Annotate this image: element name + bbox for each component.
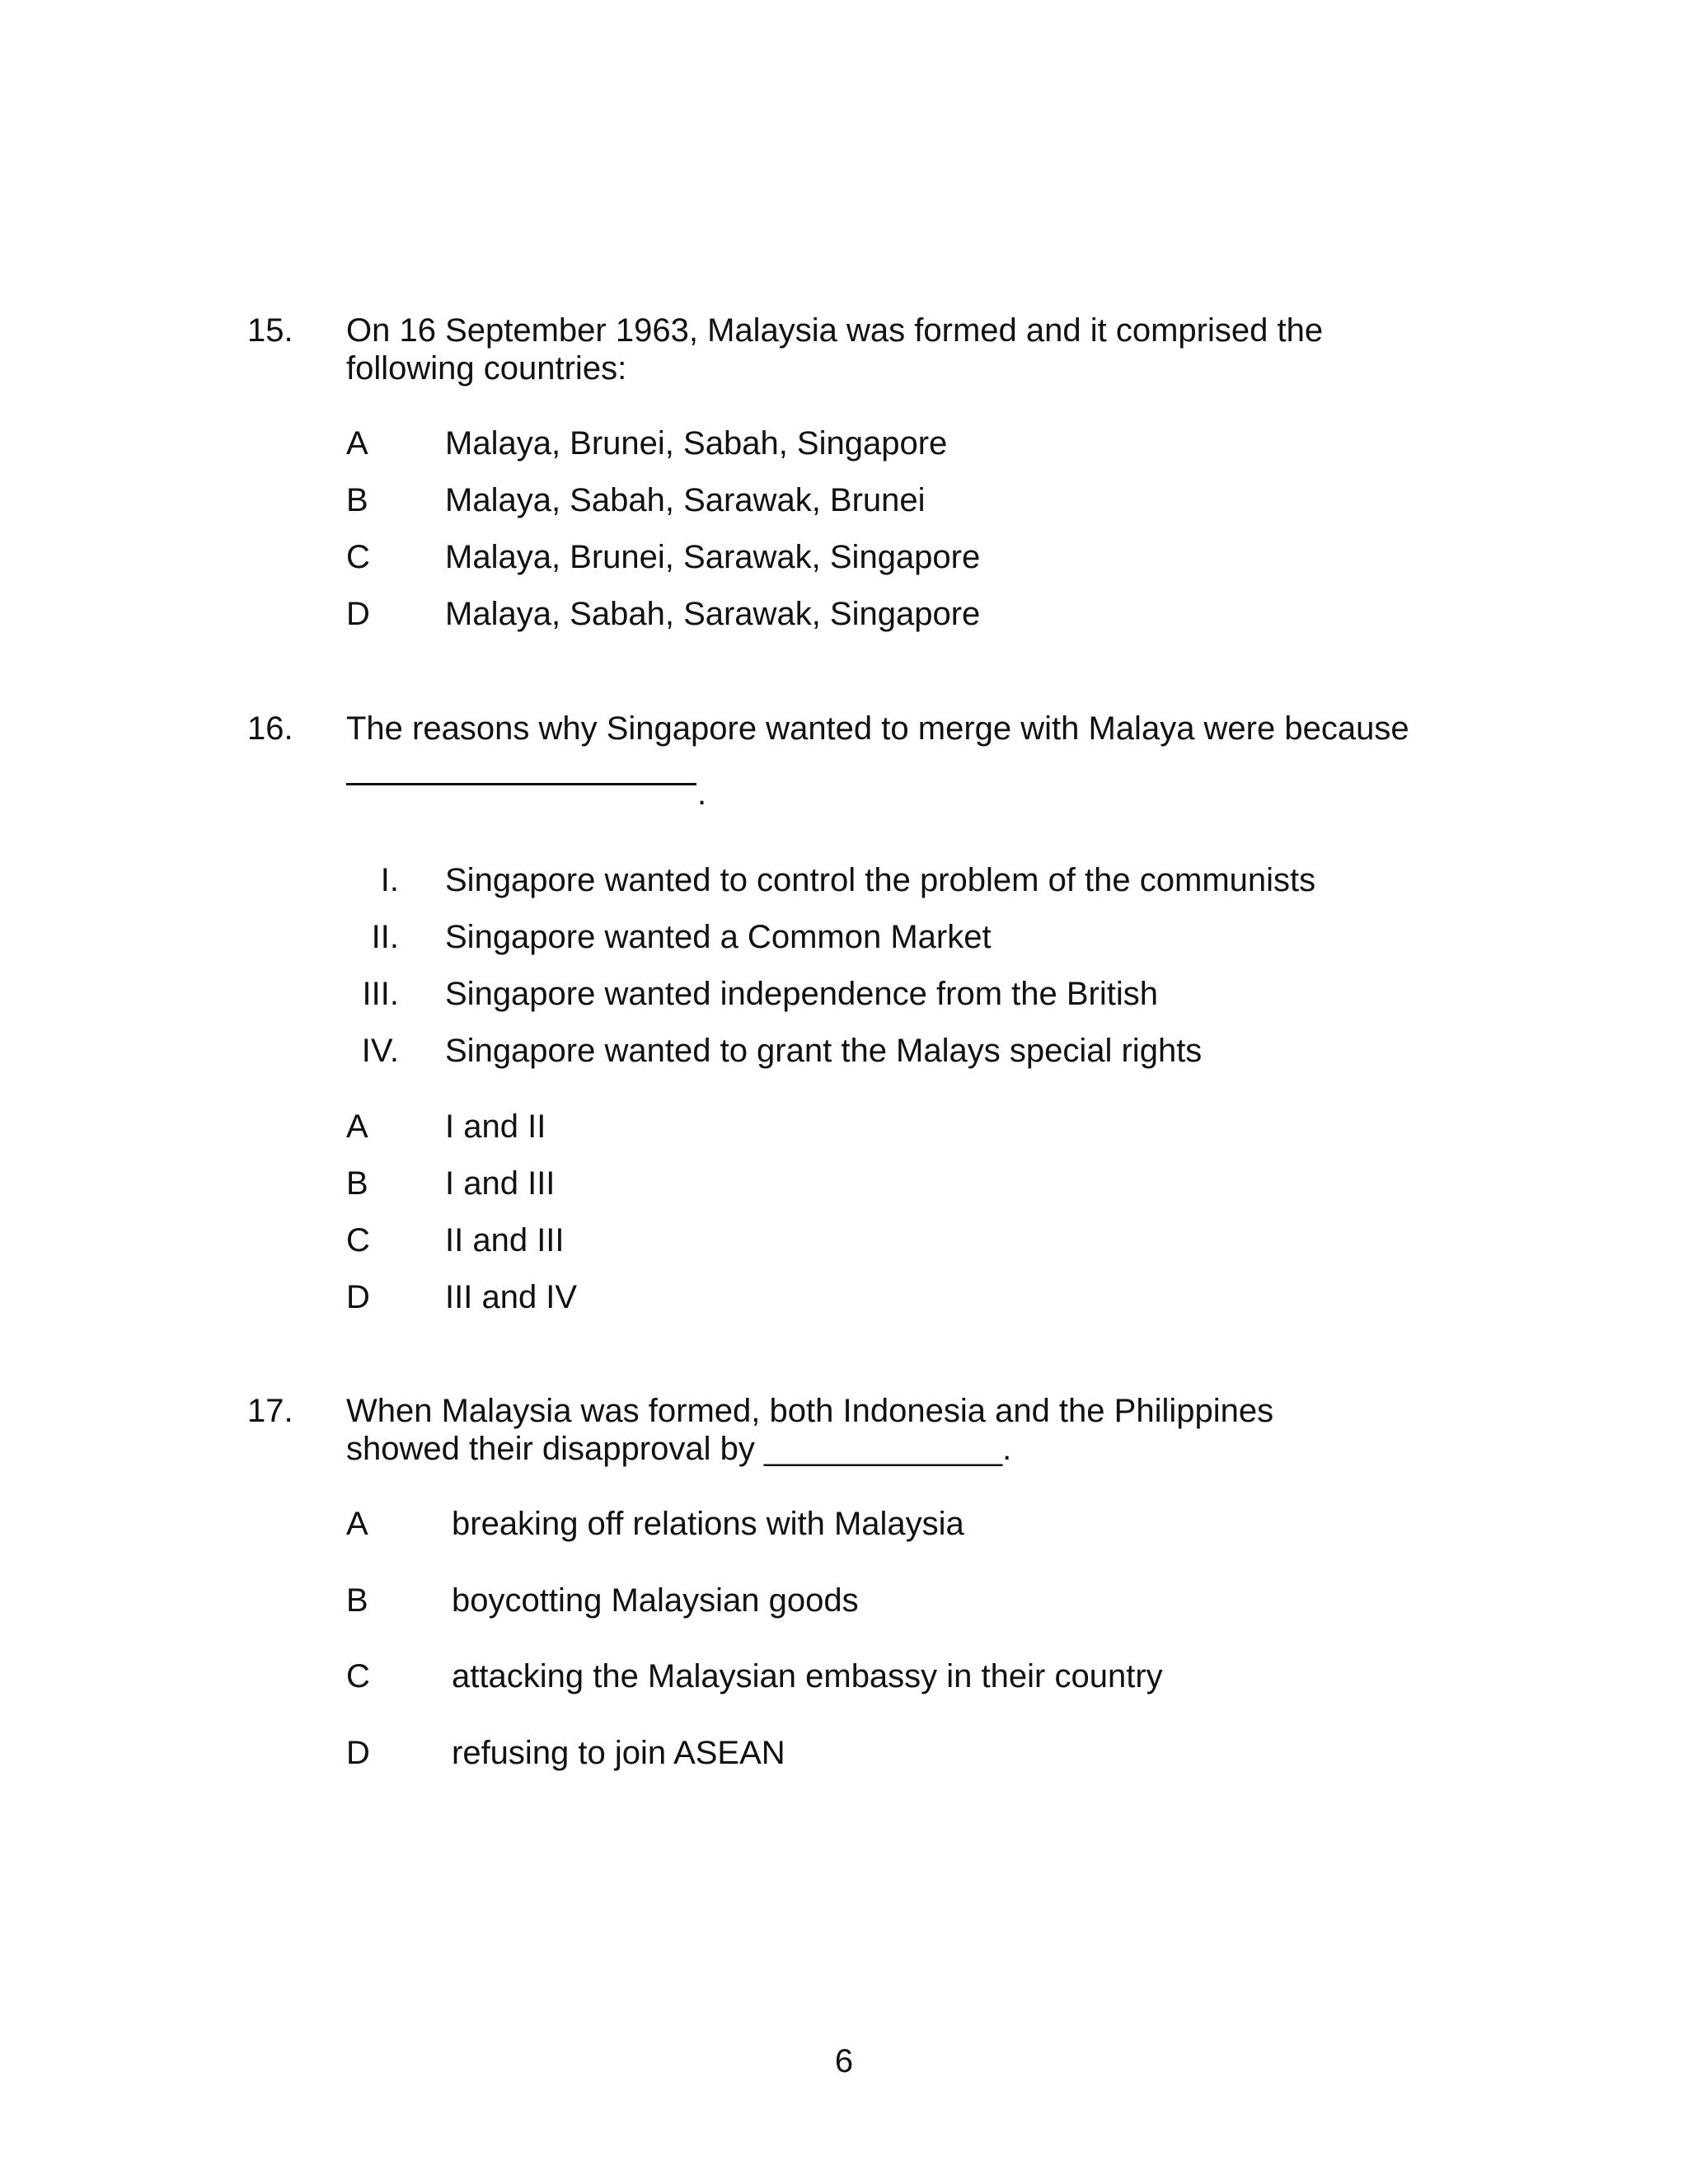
option-text: Malaya, Brunei, Sabah, Singapore [445,425,948,462]
question-number: 15. [247,312,293,349]
option-letter: A [346,425,368,462]
statement-text: Singapore wanted to control the problem of the communists [445,862,1316,898]
statement-numeral: I. [380,862,399,898]
option-text: I and II [445,1108,546,1145]
answer-blank [346,783,696,785]
question-stem-line: showed their disapproval by _____________. [346,1431,1012,1467]
option-text: Malaya, Sabah, Sarawak, Singapore [445,596,981,632]
option-text: refusing to join ASEAN [452,1735,785,1771]
statement-text: Singapore wanted independence from the British [445,976,1158,1012]
option-letter: D [346,1279,370,1315]
option-letter: D [346,596,370,632]
question-stem-line: following countries: [346,350,627,387]
statement-numeral: IV. [361,1033,399,1069]
page-number: 6 [834,2043,854,2079]
option-letter: A [346,1108,368,1145]
answer-blank-period: . [697,776,707,812]
option-text: boycotting Malaysian goods [452,1582,859,1619]
option-text: Malaya, Brunei, Sarawak, Singapore [445,539,981,575]
question-stem-line: On 16 September 1963, Malaysia was formed and it comprised the [346,312,1324,349]
option-text: breaking off relations with Malaysia [452,1506,964,1542]
question-stem-line: The reasons why Singapore wanted to merge with Malaya were because [346,710,1409,747]
question-number: 16. [247,710,293,747]
option-letter: C [346,539,370,575]
question-number: 17. [247,1393,293,1429]
option-letter: B [346,1165,368,1202]
option-text: I and III [445,1165,556,1202]
statement-numeral: II. [371,919,399,955]
option-text: Malaya, Sabah, Sarawak, Brunei [445,482,926,518]
option-letter: D [346,1735,370,1771]
question-stem-line: When Malaysia was formed, both Indonesia and the Philippines [346,1393,1274,1429]
option-text: II and III [445,1222,565,1258]
statement-numeral: III. [362,976,399,1012]
option-letter: B [346,1582,368,1619]
option-letter: C [346,1222,370,1258]
option-text: III and IV [445,1279,578,1315]
option-text: attacking the Malaysian embassy in their country [452,1658,1163,1694]
option-letter: C [346,1658,370,1694]
option-letter: A [346,1506,368,1542]
statement-text: Singapore wanted a Common Market [445,919,992,955]
option-letter: B [346,482,368,518]
statement-text: Singapore wanted to grant the Malays special rights [445,1033,1203,1069]
